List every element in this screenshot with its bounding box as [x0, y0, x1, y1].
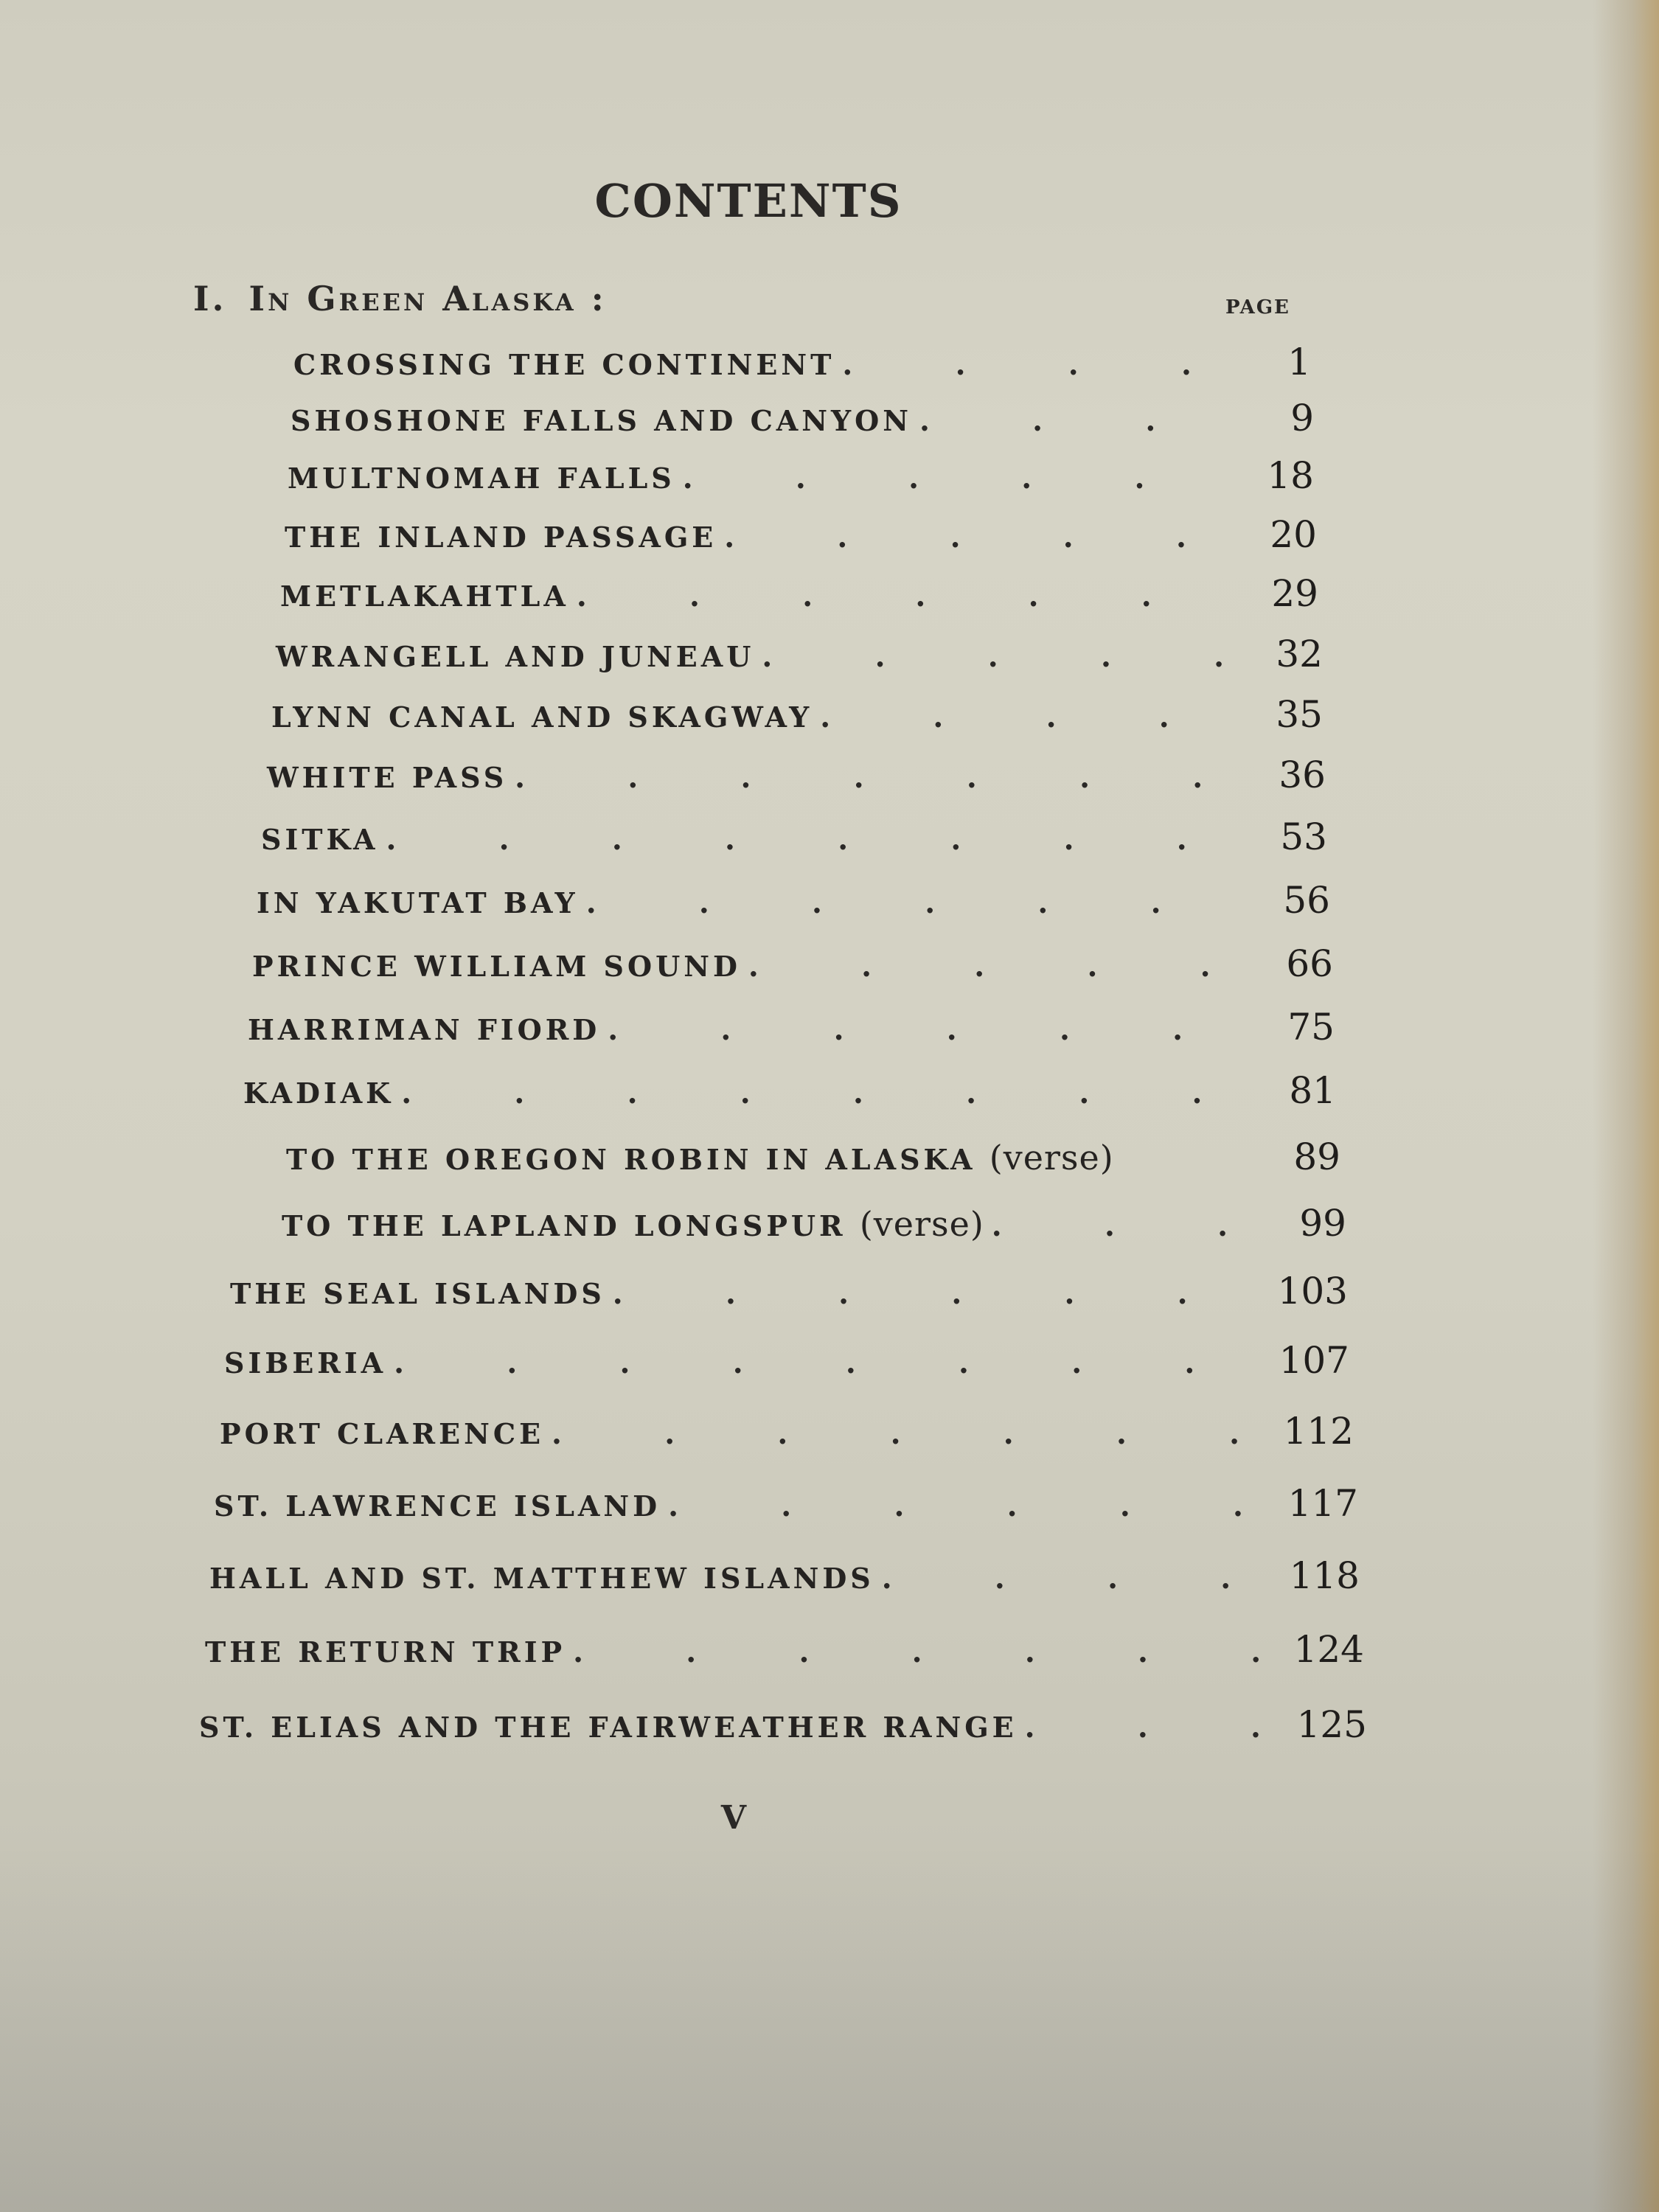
toc-entry[interactable] — [252, 942, 1333, 985]
entry-page-number: 125 — [1296, 1703, 1367, 1746]
entry-page-number: 81 — [1289, 1069, 1336, 1112]
toc-entry[interactable] — [230, 1270, 1348, 1312]
dot-leader — [813, 700, 1249, 734]
section-title: In Green Alaska : — [248, 279, 607, 319]
dot-leader — [717, 520, 1243, 554]
toc-entry[interactable] — [261, 815, 1327, 858]
entry-page-number: 75 — [1287, 1006, 1335, 1048]
entry-page-number: 9 — [1290, 397, 1314, 439]
toc-entry[interactable] — [243, 1069, 1336, 1112]
entry-title: SITKA — [261, 823, 379, 856]
entry-page-number: 99 — [1299, 1202, 1346, 1245]
toc-entry[interactable] — [276, 633, 1323, 675]
page-title: CONTENTS — [594, 174, 902, 228]
entry-title: WHITE PASS — [267, 761, 508, 794]
entry-title: WRANGELL AND JUNEAU — [276, 640, 755, 673]
entry-page-number: 112 — [1283, 1410, 1354, 1453]
entry-verse-note: (verse) — [859, 1204, 984, 1244]
dot-leader — [984, 1208, 1273, 1243]
entry-title: THE RETURN TRIP — [205, 1635, 566, 1669]
entry-title: METLAKAHTLA — [280, 580, 569, 613]
toc-entry[interactable] — [248, 1006, 1335, 1048]
dot-leader — [600, 1012, 1261, 1047]
toc-entry[interactable] — [286, 1135, 1340, 1178]
entry-page-number: 56 — [1283, 879, 1330, 922]
entry-title: ST. ELIAS AND THE FAIRWEATHER RANGE — [199, 1711, 1018, 1744]
entry-title — [286, 1138, 1114, 1178]
entry-title: HALL AND ST. MATTHEW ISLANDS — [209, 1562, 874, 1595]
entry-title: PRINCE WILLIAM SOUND — [252, 950, 741, 983]
toc-entry[interactable] — [205, 1628, 1364, 1671]
entry-page-number: 117 — [1287, 1482, 1358, 1525]
entry-title: SIBERIA — [224, 1346, 387, 1380]
dot-leader — [661, 1489, 1284, 1523]
entry-title: HARRIMAN FIORD — [248, 1013, 601, 1046]
entry-title — [282, 1204, 984, 1244]
toc-entry[interactable] — [224, 1339, 1349, 1382]
dot-leader — [394, 1076, 1262, 1110]
dot-leader — [378, 822, 1253, 857]
dot-leader — [874, 1561, 1286, 1596]
toc-entry[interactable] — [288, 454, 1314, 497]
dot-leader — [544, 1416, 1280, 1451]
entry-title: CROSSING THE CONTINENT — [293, 348, 835, 381]
entry-page-number: 35 — [1276, 693, 1323, 736]
dot-leader — [754, 639, 1249, 674]
dot-leader — [835, 347, 1237, 382]
entry-page-number: 20 — [1270, 513, 1317, 556]
toc-entry[interactable] — [282, 1202, 1346, 1245]
entry-title: IN YAKUTAT BAY — [257, 886, 579, 919]
entry-page-number: 29 — [1271, 572, 1318, 615]
toc-entry[interactable] — [257, 879, 1330, 922]
entry-title: KADIAK — [243, 1077, 394, 1110]
entry-title: LYNN CANAL AND SKAGWAY — [271, 700, 813, 734]
toc-entry[interactable] — [220, 1410, 1354, 1453]
toc-entry[interactable] — [293, 341, 1311, 383]
entry-page-number: 32 — [1276, 633, 1323, 675]
entry-page-number: 53 — [1280, 815, 1327, 858]
entry-page-number: 18 — [1267, 454, 1314, 497]
entry-page-number: 36 — [1279, 754, 1326, 796]
toc-entry[interactable] — [267, 754, 1326, 796]
toc-entry[interactable] — [285, 513, 1317, 556]
entry-title: ST. LAWRENCE ISLAND — [214, 1489, 661, 1523]
entry-title-text: TO THE LAPLAND LONGSPUR — [282, 1209, 846, 1242]
entry-page-number: 89 — [1293, 1135, 1340, 1178]
dot-leader — [605, 1276, 1274, 1311]
entry-page-number: 107 — [1279, 1339, 1349, 1382]
entry-page-number: 103 — [1277, 1270, 1348, 1312]
page-bottom-shadow — [0, 1843, 1659, 2212]
entry-verse-note: (verse) — [989, 1138, 1114, 1178]
dot-leader — [566, 1635, 1290, 1669]
section-numeral: I. — [193, 279, 227, 319]
entry-page-number: 124 — [1293, 1628, 1364, 1671]
toc-entry[interactable] — [271, 693, 1323, 736]
dot-leader — [1018, 1710, 1293, 1745]
dot-leader — [912, 403, 1240, 438]
section-heading — [193, 279, 607, 319]
toc-entry[interactable] — [199, 1703, 1367, 1746]
dot-leader — [507, 760, 1252, 795]
entry-title: MULTNOMAH FALLS — [288, 462, 675, 495]
toc-entry[interactable] — [291, 397, 1314, 439]
dot-leader — [579, 886, 1256, 920]
entry-title-text: TO THE OREGON ROBIN IN ALASKA — [286, 1143, 976, 1176]
dot-leader — [741, 949, 1259, 984]
entry-title: SHOSHONE FALLS AND CANYON — [291, 404, 912, 437]
page-column-label: PAGE — [1225, 296, 1290, 319]
dot-leader — [675, 461, 1240, 495]
entry-title: THE SEAL ISLANDS — [230, 1277, 605, 1310]
toc-entry[interactable] — [214, 1482, 1358, 1525]
dot-leader — [569, 579, 1245, 613]
toc-entry[interactable] — [209, 1554, 1360, 1597]
entry-title: PORT CLARENCE — [220, 1417, 545, 1450]
entry-page-number: 1 — [1287, 341, 1311, 383]
entry-title: THE INLAND PASSAGE — [285, 521, 717, 554]
page-folio: V — [720, 1799, 747, 1837]
dot-leader — [386, 1346, 1276, 1380]
entry-page-number: 118 — [1289, 1554, 1360, 1597]
toc-entry[interactable] — [280, 572, 1318, 615]
entry-page-number: 66 — [1286, 942, 1333, 985]
